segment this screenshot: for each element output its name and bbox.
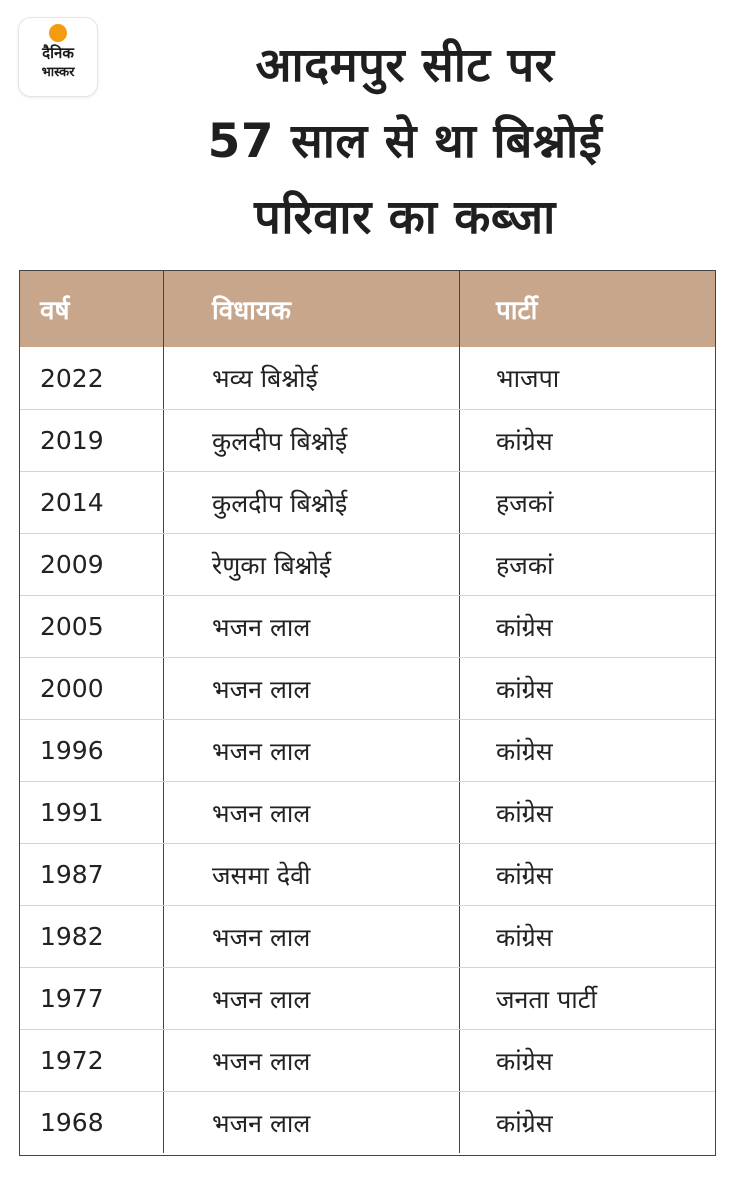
party-cell: कांग्रेस bbox=[496, 1108, 553, 1138]
table-row bbox=[20, 347, 715, 409]
year-cell: 2014 bbox=[20, 472, 164, 533]
year-cell: 1987 bbox=[20, 844, 164, 905]
year-cell: 1968 bbox=[20, 1092, 164, 1153]
party-cell: कांग्रेस bbox=[496, 798, 553, 828]
year-cell: 2022 bbox=[20, 347, 164, 409]
table-row bbox=[20, 843, 715, 905]
table-row bbox=[20, 657, 715, 719]
year-cell: 1991 bbox=[20, 782, 164, 843]
mla-cell: भजन लाल bbox=[164, 906, 460, 967]
party-cell: कांग्रेस bbox=[496, 612, 553, 642]
party-cell: कांग्रेस bbox=[496, 922, 553, 952]
dainik-bhaskar-logo bbox=[19, 18, 97, 96]
party-cell: कांग्रेस bbox=[496, 1046, 553, 1076]
table-row bbox=[20, 719, 715, 781]
table-row bbox=[20, 967, 715, 1029]
title-line-1: आदमपुर सीट पर bbox=[255, 38, 555, 93]
title-line-3: परिवार का कब्जा bbox=[254, 190, 556, 245]
mla-cell: भजन लाल bbox=[164, 658, 460, 719]
header-party: पार्टी bbox=[496, 296, 538, 326]
table-row bbox=[20, 905, 715, 967]
party-cell: जनता पार्टी bbox=[496, 984, 597, 1014]
header-year: वर्ष bbox=[20, 271, 164, 347]
party-cell: कांग्रेस bbox=[496, 674, 553, 704]
table-row bbox=[20, 1029, 715, 1091]
table-row bbox=[20, 471, 715, 533]
mla-cell: जसमा देवी bbox=[164, 844, 460, 905]
page-title bbox=[110, 28, 700, 256]
mla-table bbox=[19, 270, 716, 1156]
table-row bbox=[20, 781, 715, 843]
header-mla: विधायक bbox=[164, 271, 460, 347]
mla-cell: कुलदीप बिश्नोई bbox=[164, 472, 460, 533]
mla-cell: भजन लाल bbox=[164, 720, 460, 781]
mla-cell: भजन लाल bbox=[164, 968, 460, 1029]
year-cell: 1972 bbox=[20, 1030, 164, 1091]
party-cell: कांग्रेस bbox=[496, 736, 553, 766]
party-cell: हजकां bbox=[496, 488, 554, 518]
table-row bbox=[20, 409, 715, 471]
party-cell: भाजपा bbox=[496, 364, 560, 393]
mla-cell: भजन लाल bbox=[164, 596, 460, 657]
party-cell: कांग्रेस bbox=[496, 426, 553, 456]
title-line-2: 57 साल से था बिश्नोई bbox=[207, 114, 603, 169]
mla-cell: कुलदीप बिश्नोई bbox=[164, 410, 460, 471]
logo-line-1: दैनिक bbox=[42, 44, 74, 62]
table-row bbox=[20, 533, 715, 595]
table-header-row bbox=[20, 271, 715, 347]
mla-cell: भजन लाल bbox=[164, 782, 460, 843]
party-cell: हजकां bbox=[496, 550, 554, 580]
mla-cell: भजन लाल bbox=[164, 1030, 460, 1091]
mla-cell: भव्य बिश्नोई bbox=[164, 347, 460, 409]
year-cell: 1996 bbox=[20, 720, 164, 781]
year-cell: 1982 bbox=[20, 906, 164, 967]
year-cell: 2000 bbox=[20, 658, 164, 719]
logo-line-2: भास्कर bbox=[41, 65, 75, 80]
year-cell: 2005 bbox=[20, 596, 164, 657]
year-cell: 1977 bbox=[20, 968, 164, 1029]
sun-icon bbox=[49, 24, 67, 42]
year-cell: 2019 bbox=[20, 410, 164, 471]
table-row bbox=[20, 595, 715, 657]
mla-cell: भजन लाल bbox=[164, 1092, 460, 1153]
party-cell: कांग्रेस bbox=[496, 860, 553, 890]
mla-cell: रेणुका बिश्नोई bbox=[164, 534, 460, 595]
table-row bbox=[20, 1091, 715, 1153]
year-cell: 2009 bbox=[20, 534, 164, 595]
